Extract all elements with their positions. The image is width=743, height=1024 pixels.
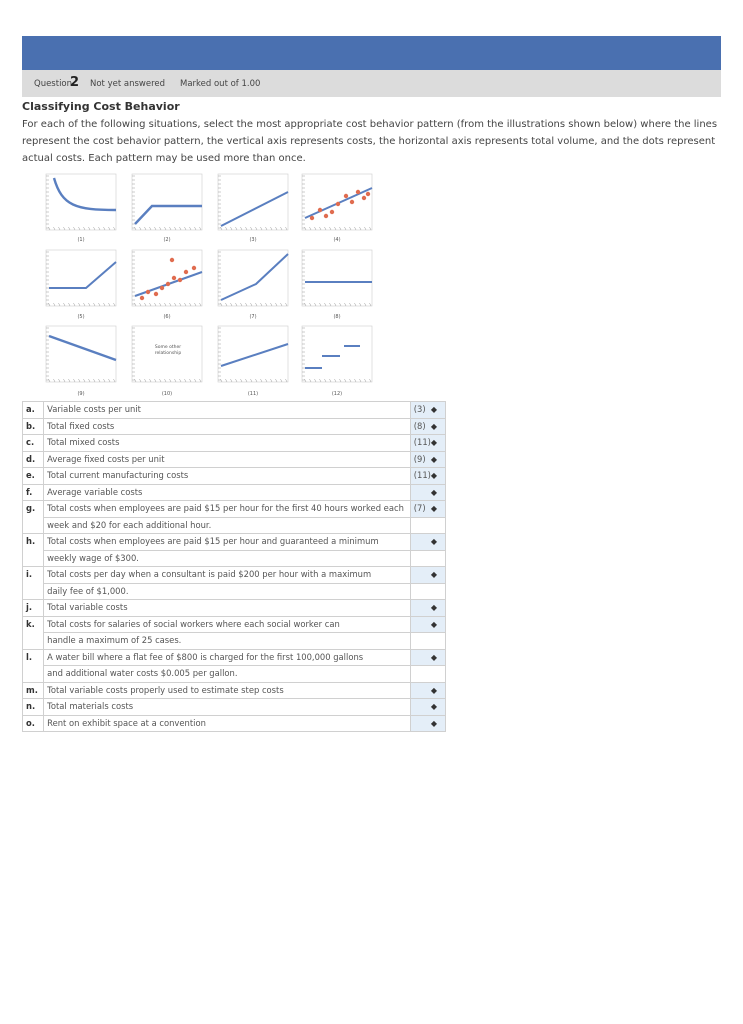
situation-row	[23, 451, 446, 468]
pattern-select[interactable]	[410, 682, 445, 699]
situation-letter: o.	[23, 715, 44, 732]
select-arrows-icon[interactable]: ◆	[430, 619, 437, 629]
pattern-1-chart	[46, 174, 116, 230]
pattern-select[interactable]	[410, 451, 445, 468]
situation-text-continued: daily fee of $1,000.	[44, 583, 411, 600]
situation-text: Variable costs per unit	[44, 402, 411, 419]
situation-text: Average variable costs	[44, 484, 411, 501]
pattern-11-chart	[218, 326, 288, 382]
question-status: Not yet answered	[90, 79, 166, 89]
blank-cell	[410, 517, 445, 534]
situation-letter: k.	[23, 616, 44, 649]
pattern-select[interactable]	[410, 600, 445, 617]
situation-letter: c.	[23, 435, 44, 452]
situation-text: A water bill where a flat fee of $800 is charged for the first 100,000 gallons	[44, 649, 411, 666]
select-arrows-icon[interactable]: ◆	[430, 504, 437, 513]
pattern-select[interactable]	[410, 715, 445, 732]
pattern-select[interactable]	[410, 468, 445, 485]
pattern-label-6: (6)	[163, 314, 171, 320]
pattern-select[interactable]	[410, 435, 445, 452]
pattern-label-7: (7)	[249, 314, 257, 320]
situation-letter: f.	[23, 484, 44, 501]
other-relationship-line1: Some other	[154, 345, 182, 350]
situation-text-continued: week and $20 for each additional hour.	[44, 517, 411, 534]
header-bar	[22, 36, 721, 70]
situation-row-continued	[23, 517, 446, 534]
pattern-9-chart	[46, 326, 116, 382]
select-arrows-icon[interactable]: ◆	[430, 603, 437, 612]
situation-letter: n.	[23, 699, 44, 716]
pattern-select[interactable]	[410, 534, 445, 551]
pattern-select[interactable]	[410, 649, 445, 666]
situation-letter: j.	[23, 600, 44, 617]
question-number: 2	[70, 75, 80, 90]
situation-row	[23, 418, 446, 435]
pattern-select-value: (7)	[413, 503, 426, 513]
situation-text: Average fixed costs per unit	[44, 451, 411, 468]
situation-row	[23, 567, 446, 584]
situation-row	[23, 616, 446, 633]
select-arrows-icon[interactable]: ◆	[430, 454, 437, 464]
situation-letter: d.	[23, 451, 44, 468]
pattern-select-value: (8)	[413, 420, 426, 431]
situation-letter: a.	[23, 402, 44, 419]
blank-cell	[410, 633, 445, 650]
pattern-label-8: (8)	[333, 314, 341, 320]
question-title: Classifying Cost Behavior	[22, 100, 180, 113]
situation-text-continued: weekly wage of $300.	[44, 550, 411, 567]
situation-row	[23, 501, 446, 518]
select-arrows-icon[interactable]: ◆	[430, 487, 437, 497]
select-arrows-icon[interactable]: ◆	[430, 438, 437, 447]
situation-row	[23, 715, 446, 732]
pattern-select[interactable]	[410, 567, 445, 584]
pattern-label-11: (11)	[247, 391, 259, 397]
select-arrows-icon[interactable]: ◆	[430, 537, 437, 546]
situation-text: Total costs when employees are paid $15 per hour and guaranteed a minimum	[44, 534, 411, 551]
select-arrows-icon[interactable]: ◆	[430, 718, 437, 728]
blank-cell	[410, 666, 445, 683]
situation-row	[23, 682, 446, 699]
pattern-select-value: (11)	[413, 437, 431, 447]
situation-letter: g.	[23, 501, 44, 534]
situation-row	[23, 649, 446, 666]
situation-letter: e.	[23, 468, 44, 485]
situation-text: Total materials costs	[44, 699, 411, 716]
situation-text: Total costs when employees are paid $15 per hour for the first 40 hours worked each	[44, 501, 411, 518]
pattern-6-chart	[132, 250, 202, 306]
situation-row-continued	[23, 633, 446, 650]
cost-behavior-figure	[40, 168, 380, 400]
pattern-5-chart	[46, 250, 116, 306]
question-marks: Marked out of 1.00	[180, 79, 261, 89]
situation-letter: b.	[23, 418, 44, 435]
situation-text: Total fixed costs	[44, 418, 411, 435]
situation-text-continued: handle a maximum of 25 cases.	[44, 633, 411, 650]
situation-row-continued	[23, 583, 446, 600]
question-intro: For each of the following situations, select the most appropriate cost behavior pattern (from the illustrations shown below) where the lines represent the cost behavior pattern, the vertical axis represents costs, the horizontal axis represents total volume, and the dots represent actual costs. Each pattern may be used more than once.	[22, 119, 718, 164]
situation-text: Total current manufacturing costs	[44, 468, 411, 485]
pattern-label-4: (4)	[333, 237, 341, 243]
pattern-select-value: (11)	[413, 470, 431, 480]
situation-row	[23, 435, 446, 452]
situation-text: Rent on exhibit space at a convention	[44, 715, 411, 732]
pattern-label-12: (12)	[331, 391, 343, 397]
situation-row	[23, 600, 446, 617]
pattern-select-value: (3)	[413, 404, 426, 414]
select-arrows-icon[interactable]: ◆	[430, 405, 437, 414]
pattern-select[interactable]	[410, 699, 445, 716]
situation-row	[23, 402, 446, 419]
pattern-8-chart	[302, 250, 372, 306]
pattern-10-chart	[132, 326, 202, 382]
pattern-12-chart	[302, 326, 372, 382]
pattern-select[interactable]	[410, 418, 445, 435]
other-relationship-line2: relationship	[154, 351, 182, 356]
select-arrows-icon[interactable]: ◆	[430, 471, 437, 480]
situation-letter: m.	[23, 682, 44, 699]
pattern-select-value: (9)	[413, 453, 426, 464]
situation-row	[23, 699, 446, 716]
question-info-bar	[22, 70, 721, 97]
pattern-label-3: (3)	[249, 237, 257, 243]
select-arrows-icon[interactable]: ◆	[430, 652, 437, 662]
situation-text: Total costs per day when a consultant is paid $200 per hour with a maximum	[44, 567, 411, 584]
situation-row-continued	[23, 666, 446, 683]
pattern-3-chart	[218, 174, 288, 230]
blank-cell	[410, 550, 445, 567]
situation-text: Total costs for salaries of social workers where each social worker can	[44, 616, 411, 633]
situation-letter: i.	[23, 567, 44, 600]
situations-table	[22, 401, 446, 732]
pattern-2-chart	[132, 174, 202, 230]
situation-row-continued	[23, 550, 446, 567]
question-label: Question	[34, 79, 73, 89]
situation-text: Total variable costs properly used to estimate step costs	[44, 682, 411, 699]
blank-cell	[410, 583, 445, 600]
situation-row	[23, 468, 446, 485]
select-arrows-icon[interactable]: ◆	[430, 685, 437, 695]
pattern-label-1: (1)	[77, 237, 85, 243]
pattern-label-2: (2)	[163, 237, 171, 243]
situation-text: Total variable costs	[44, 600, 411, 617]
pattern-select[interactable]	[410, 402, 445, 419]
pattern-select[interactable]	[410, 484, 445, 501]
select-arrows-icon[interactable]: ◆	[430, 421, 437, 431]
situation-letter: l.	[23, 649, 44, 682]
pattern-7-chart	[218, 250, 288, 306]
pattern-label-5: (5)	[77, 314, 85, 320]
pattern-select[interactable]	[410, 616, 445, 633]
situation-text: Total mixed costs	[44, 435, 411, 452]
situation-letter: h.	[23, 534, 44, 567]
situation-text-continued: and additional water costs $0.005 per gallon.	[44, 666, 411, 683]
situation-row	[23, 534, 446, 551]
pattern-label-10: (10)	[161, 391, 173, 397]
pattern-4-chart	[302, 174, 372, 230]
select-arrows-icon[interactable]: ◆	[430, 702, 437, 711]
pattern-select[interactable]	[410, 501, 445, 518]
pattern-label-9: (9)	[77, 391, 85, 397]
select-arrows-icon[interactable]: ◆	[430, 570, 437, 579]
situation-row	[23, 484, 446, 501]
